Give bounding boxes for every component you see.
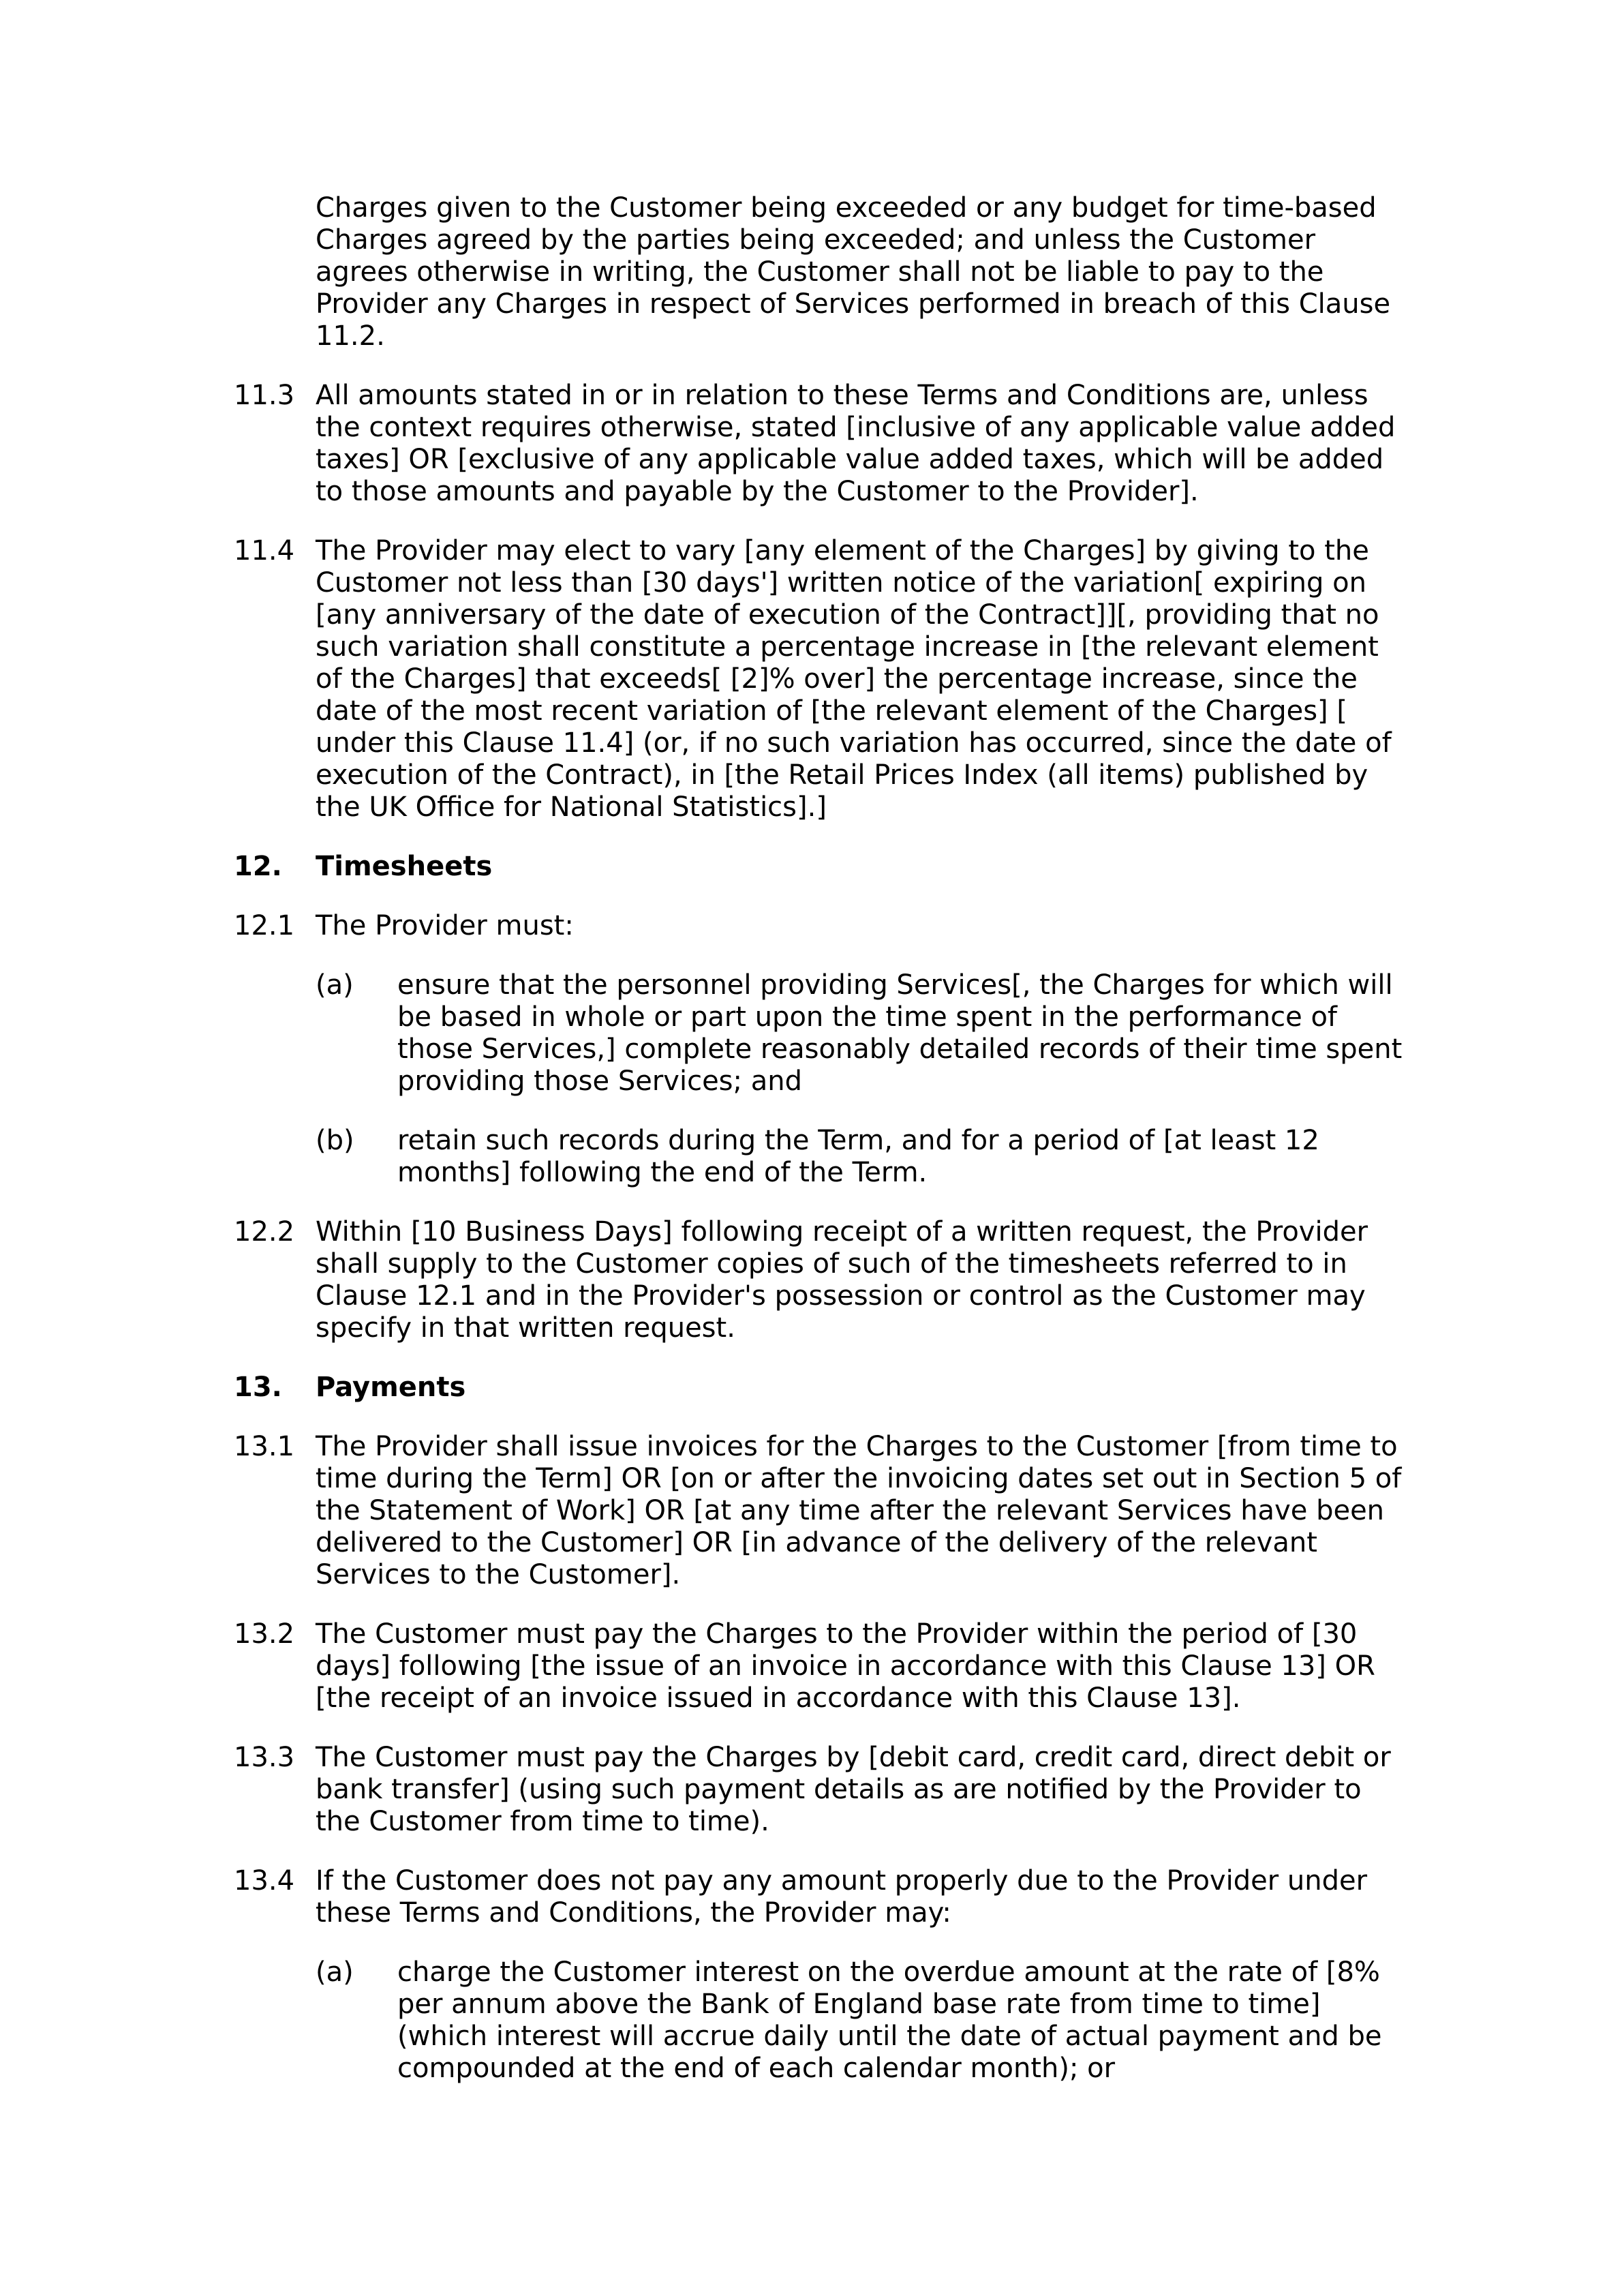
clause-text: All amounts stated in or in relation to these Terms and Conditions are, unless the context requires otherwise, stated [inclusive of any applicable value added taxes] OR [exclusive of any applicable value added taxes, which will be added to those amounts and payable by the Customer to the Provider]. [316,380,1396,507]
clause-13-4-a [316,1957,1406,2085]
section-title: Payments [316,1372,466,1403]
clause-text: The Provider may elect to vary [any element of the Charges] by giving to the Customer not less than [30 days'] written notice of the variation[ expiring on [any anniversary of the date of execution of the Contract]][, providing that no such variation shall constitute a percentage increase in [the relevant element of the Charges] that exceeds[ [2]% over] the percentage increase, since the date of the most recent variation of [the relevant element of the Charges] [ under this Clause 11.4] (or, if no such variation has occurred, since the date of execution of the Contract), in [the Retail Prices Index (all items) published by the UK Office for National Statistics].] [316,535,1392,823]
clause-number: 13.2 [234,1618,295,1650]
clause-text: The Customer must pay the Charges by [debit card, credit card, direct debit or bank transfer] (using such payment details as are notified by the Provider to the Customer from time to time). [316,1742,1391,1837]
subclause-label: (a) [316,969,354,1001]
clause-12-2 [234,1216,1406,1344]
clause-text: The Provider must: [316,910,574,941]
clause-12-1-b [316,1125,1406,1189]
section-title: Timesheets [316,851,493,882]
clause-text: The Customer must pay the Charges to the Provider within the period of [30 days] following [the issue of an invoice in accordance with this Clause 13] OR [the receipt of an invoice issued in accordance with this Clause 13]. [316,1618,1375,1714]
clause-text: Charges given to the Customer being exceeded or any budget for time-based Charges agreed by the parties being exceeded; and unless the Customer agrees otherwise in writing, the Customer shall not be liable to pay to the Provider any Charges in respect of Services performed in breach of this Clause 11.2. [316,192,1391,352]
clause-text: Within [10 Business Days] following receipt of a written request, the Provider shall supply to the Customer copies of such of the timesheets referred to in Clause 12.1 and in the Provider's possession or control as the Customer may specify in that written request. [316,1216,1368,1344]
subclause-label: (a) [316,1957,354,1988]
clause-13-3 [234,1742,1406,1838]
section-heading-13 [234,1372,1406,1404]
clause-13-4 [234,1865,1406,1929]
clause-11-3 [234,380,1406,508]
subclause-text: retain such records during the Term, and for a period of [at least 12 months] following the end of the Term. [397,1125,1319,1188]
clause-11-4 [234,535,1406,824]
clause-text: If the Customer does not pay any amount properly due to the Provider under these Terms and Conditions, the Provider may: [316,1865,1368,1929]
clause-number: 12.1 [234,910,295,941]
clause-11-2-continuation [234,192,1406,352]
clause-number: 11.4 [234,535,295,567]
section-heading-12 [234,851,1406,883]
clause-number: 11.3 [234,380,295,411]
clause-13-2 [234,1618,1406,1715]
subclause-text: charge the Customer interest on the overdue amount at the rate of [8% per annum above the Bank of England base rate from time to time] (which interest will accrue daily until the date of actual payment and be compounded at the end of each calendar month); or [397,1957,1382,2084]
clause-13-1 [234,1431,1406,1591]
clause-number: 13.4 [234,1865,295,1897]
document-page [234,192,1406,2112]
clause-number: 12.2 [234,1216,295,1248]
clause-number: 13.1 [234,1431,295,1462]
clause-text: The Provider shall issue invoices for the Charges to the Customer [from time to time during the Term] OR [on or after the invoicing dates set out in Section 5 of the Statement of Work] OR [at any time after the relevant Services have been delivered to the Customer] OR [in advance of the delivery of the relevant Services to the Customer]. [316,1431,1402,1590]
clause-number: 13.3 [234,1742,295,1773]
section-number: 12. [234,851,282,882]
subclause-text: ensure that the personnel providing Services[, the Charges for which will be based in whole or part upon the time spent in the performance of those Services,] complete reasonably detailed records of their time spent providing those Services; and [397,969,1403,1097]
clause-12-1 [234,910,1406,942]
section-number: 13. [234,1372,282,1403]
subclause-label: (b) [316,1125,354,1156]
clause-12-1-a [316,969,1406,1098]
